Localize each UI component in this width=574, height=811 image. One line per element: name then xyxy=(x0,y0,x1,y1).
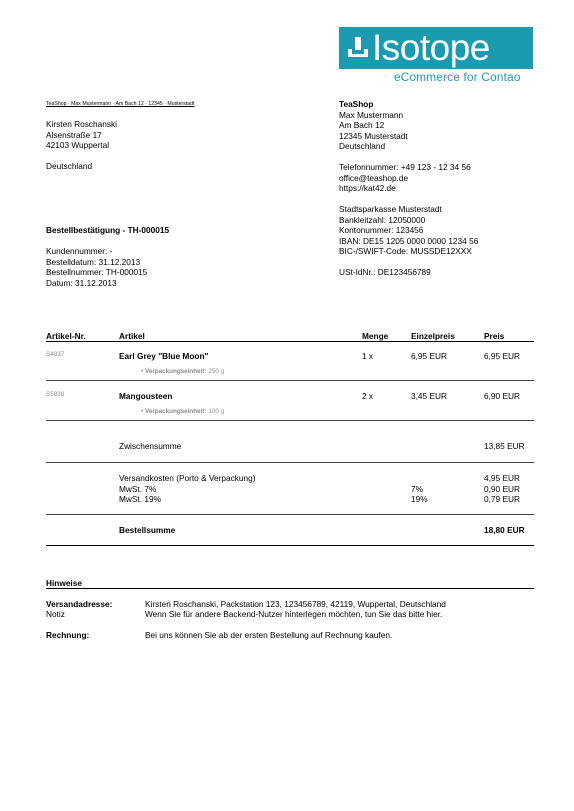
surcharge-rates xyxy=(411,473,428,505)
order-detail: Kundennummer: - xyxy=(46,246,113,256)
attribute-label: Verpackungseinheit: xyxy=(144,408,207,415)
header-sku: Artikel-Nr. xyxy=(46,331,86,341)
row-divider xyxy=(46,420,534,421)
note-value: Wenn Sie für andere Backend-Nutzer hinterlegen möchten, tun Sie das bitte hier. xyxy=(145,609,443,619)
bank-line: Stadtsparkasse Musterstadt xyxy=(339,204,442,214)
shipping-address-value: Kirsten Roschanski, Packstation 123, 123456789, 42119, Wuppertal, Deutschland xyxy=(145,599,446,609)
surcharge-value: 0,90 EUR xyxy=(484,483,520,494)
attribute-value: 250 g xyxy=(208,368,225,375)
attribute-value: 100 g xyxy=(208,408,225,415)
row-qty: 1 x xyxy=(362,351,374,361)
surcharge-value: 4,95 EUR xyxy=(484,473,520,483)
notes-heading: Hinweise xyxy=(46,578,82,588)
recipient-line: Kirsten Roschanski xyxy=(46,119,118,129)
shop-contact xyxy=(339,162,471,194)
recipient-address xyxy=(46,119,117,172)
shop-address-line: Max Mustermann xyxy=(339,109,404,120)
order-details xyxy=(46,246,147,288)
row-item-name: Mangousteen xyxy=(119,391,173,401)
attribute-label: Verpackungseinheit: xyxy=(144,368,207,375)
surcharge-label: Versandkosten (Porto & Verpackung) xyxy=(119,473,256,483)
order-title: Bestellbestätigung - TH-000015 xyxy=(46,225,170,235)
surcharge-rate xyxy=(411,473,428,484)
row-attribute xyxy=(141,408,224,415)
bank-line: Kontonummer: 123456 xyxy=(339,225,424,236)
invoice-label: Rechnung: xyxy=(46,630,90,640)
recipient-line: Alsenstraße 17 xyxy=(46,129,102,140)
shop-info xyxy=(339,99,408,152)
surcharge-value: 0,79 EUR xyxy=(484,494,520,505)
subtotal-value: 13,85 EUR xyxy=(484,441,525,451)
shop-website[interactable]: https://kat42.de xyxy=(339,183,396,194)
isotope-logo-icon xyxy=(346,33,372,63)
total-label: Bestellsumme xyxy=(119,525,176,535)
shipping-address-label: Versandadresse: xyxy=(46,599,113,609)
surcharge-labels xyxy=(119,473,256,505)
recipient-line: Deutschland xyxy=(46,161,93,172)
logo-tagline: eCommerce for Contao xyxy=(394,70,521,84)
shop-bank xyxy=(339,204,478,257)
subtotal-divider xyxy=(46,462,534,463)
notes-divider xyxy=(46,588,534,589)
header-divider xyxy=(46,341,534,342)
bank-line: Bankleitzahl: 12050000 xyxy=(339,214,426,225)
bank-line: IBAN: DE15 1205 0000 0000 1234 56 xyxy=(339,235,479,246)
row-unit-price: 6,95 EUR xyxy=(411,351,447,361)
total-divider xyxy=(46,545,534,546)
header-item: Artikel xyxy=(119,331,145,341)
logo-brand: Isotope xyxy=(372,27,490,68)
bank-line: BIC-/SWIFT-Code: MUSSDE12XXX xyxy=(339,246,472,257)
row-price: 6,90 EUR xyxy=(484,391,520,401)
header-price: Preis xyxy=(484,331,505,341)
shop-address-line: Am Bach 12 xyxy=(339,120,385,131)
row-sku: S5038 xyxy=(46,391,65,398)
surcharge-label: MwSt. 7% xyxy=(119,483,157,494)
order-detail: Bestellnummer: TH-000015 xyxy=(46,267,148,278)
invoice-value: Bei uns können Sie ab der ersten Bestellung auf Rechnung kaufen. xyxy=(145,630,393,640)
row-sku: S4037 xyxy=(46,351,65,358)
shop-phone: Telefonnummer: +49 123 - 12 34 56 xyxy=(339,162,471,172)
surcharge-rate: 7% xyxy=(411,483,423,494)
shop-name: TeaShop xyxy=(339,99,374,109)
surcharge-divider xyxy=(46,514,534,515)
shop-email[interactable]: office@teashop.de xyxy=(339,172,409,183)
bullet-icon: • xyxy=(141,408,144,415)
order-detail: Datum: 31.12.2013 xyxy=(46,277,117,288)
row-qty: 2 x xyxy=(362,391,374,401)
row-attribute xyxy=(141,368,224,375)
shop-address-line: Deutschland xyxy=(339,141,386,152)
recipient-line xyxy=(46,151,117,162)
row-divider xyxy=(46,380,534,381)
note-label: Notiz xyxy=(46,609,65,619)
surcharge-rate: 19% xyxy=(411,494,428,505)
sender-line: TeaShop · Max Mustermann · Am Bach 12 · 12345 · Musterstadt xyxy=(46,101,195,107)
row-price: 6,95 EUR xyxy=(484,351,520,361)
bullet-icon: • xyxy=(141,368,144,375)
row-item-name: Earl Grey "Blue Moon" xyxy=(119,351,209,361)
header-unit-price: Einzelpreis xyxy=(411,331,455,341)
recipient-line: 42103 Wuppertal xyxy=(46,140,110,151)
row-unit-price: 3,45 EUR xyxy=(411,391,447,401)
shop-vat-id: USt-IdNr.: DE123456789 xyxy=(339,267,431,277)
order-detail: Bestelldatum: 31.12.2013 xyxy=(46,256,141,267)
shop-address-line: 12345 Musterstadt xyxy=(339,130,408,141)
header-qty: Menge xyxy=(362,331,389,341)
surcharge-label: MwSt. 19% xyxy=(119,494,161,505)
surcharge-values xyxy=(484,473,520,505)
total-value: 18,80 EUR xyxy=(484,525,525,535)
subtotal-label: Zwischensumme xyxy=(119,441,182,451)
